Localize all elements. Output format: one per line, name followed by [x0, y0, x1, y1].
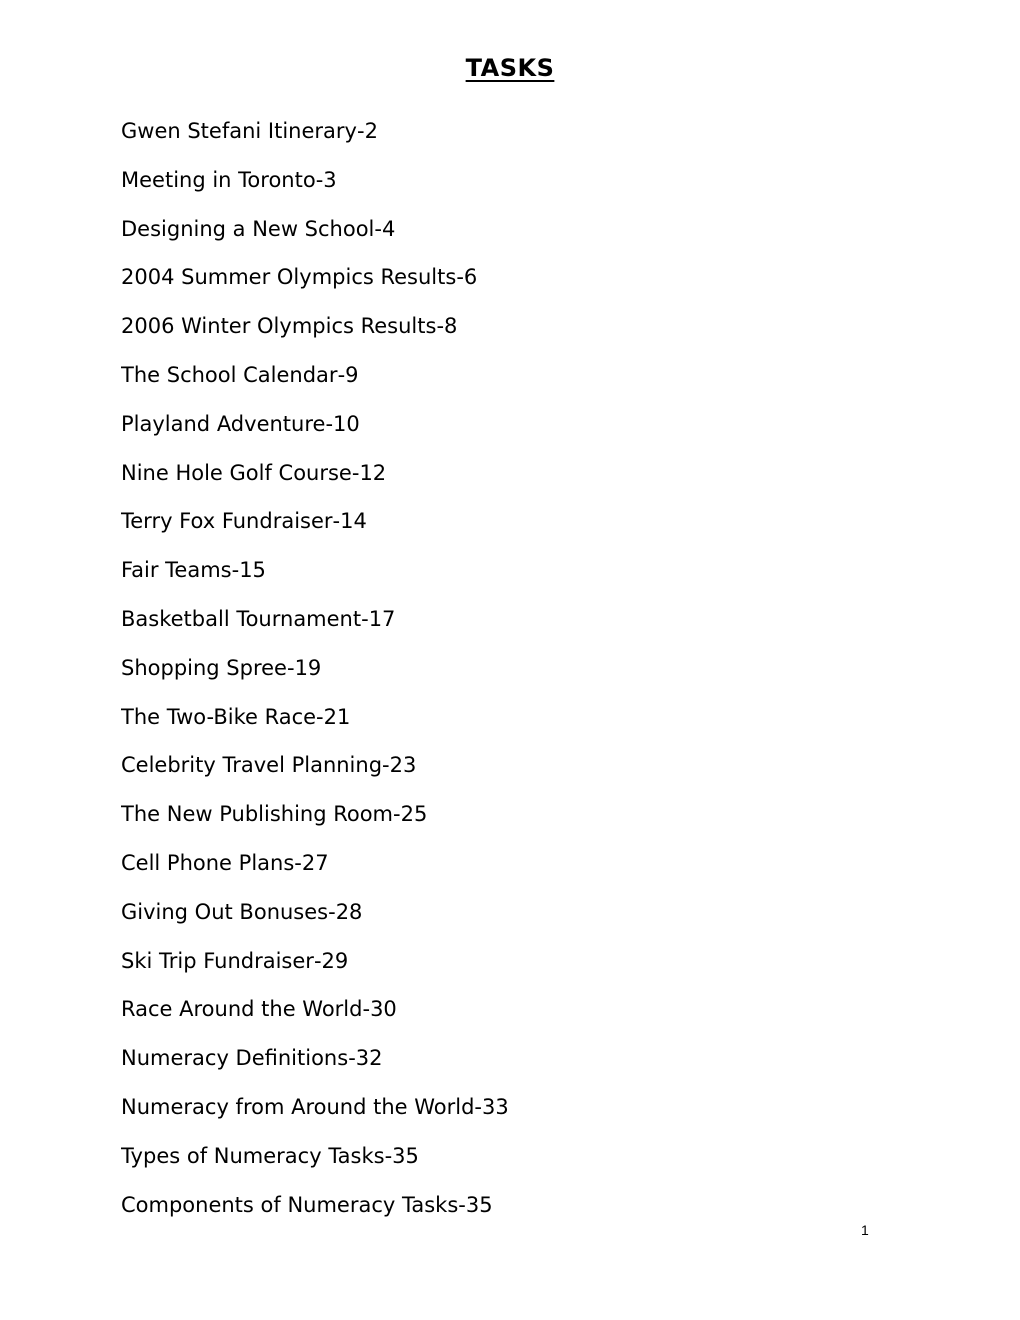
toc-entry-label: Giving Out Bonuses [121, 899, 329, 924]
toc-entry-label: Shopping Spree [121, 655, 287, 680]
toc-entry [121, 212, 881, 261]
toc-entry-label: Nine Hole Golf Course [121, 460, 352, 485]
toc-entry-label: The School Calendar [121, 362, 338, 387]
toc-entry-leader: - [382, 753, 390, 778]
toc-entry-leader: - [294, 850, 302, 875]
toc-entry [121, 1188, 881, 1237]
page-number: 1 [861, 1222, 869, 1238]
toc-entry [121, 992, 881, 1041]
toc-entry [121, 846, 881, 895]
toc-entry-page: 15 [239, 558, 266, 583]
toc-entry-label: Basketball Tournament [121, 606, 362, 631]
toc-entry [121, 700, 881, 749]
toc-entry-leader: - [393, 802, 401, 827]
toc-entry-page: 10 [333, 411, 360, 436]
toc-entry-leader: - [436, 314, 445, 339]
toc-entry-label: Fair Teams [121, 558, 232, 583]
toc-entry-leader: - [348, 1046, 356, 1071]
toc-entry [121, 944, 881, 993]
toc-entry-label: Designing a New School [121, 216, 375, 241]
toc-entry [121, 1041, 881, 1090]
toc-entry-page: 23 [389, 753, 417, 778]
toc-entry-label: Numeracy Definitions [121, 1046, 349, 1071]
toc-entry-label: Playland Adventure [121, 411, 326, 436]
toc-entry-page: 33 [482, 1094, 509, 1119]
toc-entry-label: Types of Numeracy Tasks [121, 1143, 385, 1168]
toc-entry-page: 4 [381, 216, 396, 241]
toc-entry [121, 260, 881, 309]
toc-entry-leader: - [361, 606, 369, 631]
toc-entry-leader: - [337, 362, 346, 387]
toc-entry-page: 21 [323, 704, 351, 729]
toc-entry [121, 456, 881, 505]
toc-entry-page: 3 [323, 167, 337, 192]
toc-entry [121, 358, 881, 407]
toc-entry [121, 163, 881, 212]
toc-entry-page: 19 [294, 655, 322, 680]
toc-entry-label: Meeting in Toronto [121, 167, 316, 192]
toc-entry-leader: - [286, 655, 295, 680]
toc-entry-leader: - [374, 216, 382, 241]
toc-entry-label: Numeracy from Around the World [121, 1094, 475, 1119]
toc-entry-leader: - [315, 167, 324, 192]
toc-entry [121, 602, 881, 651]
toc-entry-leader: - [474, 1094, 482, 1119]
toc-entry-label: Ski Trip Fundraiser [121, 948, 314, 973]
toc-entry [121, 748, 881, 797]
toc-entry-label: Race Around the World [121, 997, 363, 1022]
toc-entry [121, 553, 881, 602]
toc-entry-label: Celebrity Travel Planning [121, 753, 383, 778]
toc-entry-label: The Two-Bike Race [121, 704, 317, 729]
toc-entry-label: Terry Fox Fundraiser [121, 509, 333, 534]
toc-entry-leader: - [362, 997, 371, 1022]
toc-entry-label: The New Publishing Room [121, 802, 394, 827]
toc-entry-page: 8 [444, 314, 458, 339]
toc-entry-page: 9 [345, 362, 359, 387]
toc-entry-label: 2004 Summer Olympics Results [121, 265, 457, 290]
toc-entry-leader: - [231, 558, 240, 583]
toc-entry-leader: - [325, 411, 334, 436]
toc-entry [121, 895, 881, 944]
toc-entry-label: 2006 Winter Olympics Results [121, 314, 437, 339]
toc-entry [121, 407, 881, 456]
toc-entry-leader: - [356, 119, 365, 143]
toc-entry-leader: - [328, 899, 336, 924]
toc-entry-leader: - [384, 1143, 393, 1168]
toc-entry [121, 309, 881, 358]
toc-entry-page: 28 [335, 899, 363, 924]
toc-entry-page: 35 [392, 1143, 419, 1168]
toc-entry [121, 797, 881, 846]
page-title-text: TASKS [465, 54, 555, 82]
toc-entry-page: 14 [340, 509, 367, 534]
table-of-contents [121, 114, 881, 1236]
toc-entry-page: 12 [359, 460, 387, 485]
toc-entry-leader: - [458, 1192, 466, 1217]
toc-entry-page: 6 [463, 265, 478, 290]
toc-entry-label: Gwen Stefani Itinerary [121, 119, 357, 143]
toc-entry-page: 35 [465, 1192, 493, 1217]
toc-entry-leader: - [332, 509, 341, 534]
toc-entry [121, 1090, 881, 1139]
toc-entry-page: 30 [370, 997, 397, 1022]
toc-entry [121, 1139, 881, 1188]
toc-entry-page: 17 [368, 606, 396, 631]
toc-entry [121, 651, 881, 700]
toc-entry-page: 2 [364, 119, 378, 143]
toc-entry-page: 25 [400, 802, 428, 827]
page-title [0, 54, 1020, 82]
toc-entry-leader: - [351, 460, 360, 485]
toc-entry-page: 29 [321, 948, 349, 973]
toc-entry-label: Cell Phone Plans [121, 850, 295, 875]
toc-entry-leader: - [313, 948, 322, 973]
toc-entry-page: 32 [355, 1046, 383, 1071]
toc-entry-page: 27 [301, 850, 329, 875]
toc-entry-label: Components of Numeracy Tasks [121, 1192, 459, 1217]
toc-entry-leader: - [316, 704, 324, 729]
toc-entry [121, 504, 881, 553]
toc-entry [121, 114, 881, 163]
toc-entry-leader: - [456, 265, 464, 290]
